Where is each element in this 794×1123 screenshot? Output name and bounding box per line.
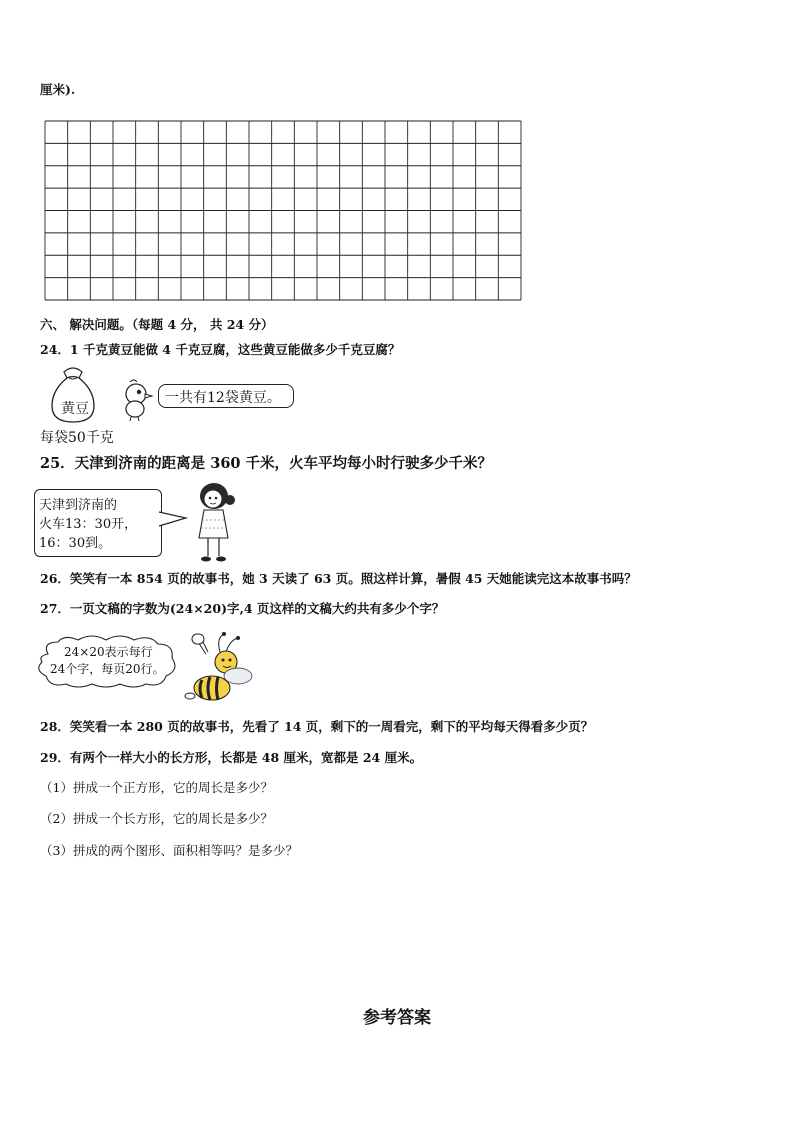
grid-paper	[44, 120, 522, 301]
bird-illustration	[120, 378, 154, 422]
soybean-bag-illustration	[48, 364, 98, 426]
q24-speech-bubble	[158, 384, 294, 408]
grid-lines	[44, 120, 522, 301]
question-24: 24．1 千克黄豆能做 4 千克豆腐，这些黄豆能做多少千克豆腐？	[40, 342, 401, 357]
q25-bubble-line-3: 16：30到。	[39, 536, 112, 551]
bee-icon	[180, 630, 260, 710]
q25-speech-bubble	[34, 489, 162, 557]
section-heading: 六、 解决问题。（每题 4 分， 共 24 分）	[40, 317, 274, 332]
answer-section-title: 参考答案	[363, 1008, 431, 1028]
question-28: 28．笑笑看一本 280 页的故事书，先看了 14 页，剩下的一周看完，剩下的平均每天得看多少页？	[40, 719, 594, 734]
q24-bubble-text: 一共有12袋黄豆。	[165, 390, 281, 406]
question-29-part-3: （3）拼成的两个图形、面积相等吗？是多少？	[40, 843, 298, 858]
question-27: 27．一页文稿的字数为(24×20)字,4 页这样的文稿大约共有多少个字？	[40, 601, 445, 616]
bee-illustration	[180, 630, 260, 710]
girl-illustration	[190, 480, 238, 566]
q25-bubble-line-1: 天津到济南的	[39, 498, 118, 513]
question-29: 29．有两个一样大小的长方形，长都是 48 厘米，宽都是 24 厘米。	[40, 750, 423, 765]
question-26: 26．笑笑有一本 854 页的故事书，她 3 天读了 63 页。照这样计算，暑假 45 天她能读完这本故事书吗？	[40, 571, 637, 586]
bird-icon	[120, 378, 154, 422]
cloud-line-1: 24×20表示每行	[64, 645, 153, 659]
continued-text: 厘米).	[40, 82, 76, 97]
bag-label: 黄豆	[61, 401, 89, 417]
bubble-tail	[158, 508, 188, 532]
question-25: 25．天津到济南的距离是 360 千米，火车平均每小时行驶多少千米？	[40, 455, 493, 472]
thought-cloud	[34, 634, 180, 688]
question-29-part-1: （1）拼成一个正方形，它的周长是多少？	[40, 780, 273, 795]
cloud-line-2: 24个字，每页20行。	[50, 662, 165, 676]
cloud-text	[50, 644, 165, 678]
girl-icon	[190, 480, 238, 566]
q24-caption: 每袋50千克	[40, 430, 114, 446]
q25-bubble-line-2: 火车13：30开，	[39, 517, 138, 532]
q25-bubble-text	[39, 496, 137, 553]
question-29-part-2: （2）拼成一个长方形，它的周长是多少？	[40, 811, 273, 826]
